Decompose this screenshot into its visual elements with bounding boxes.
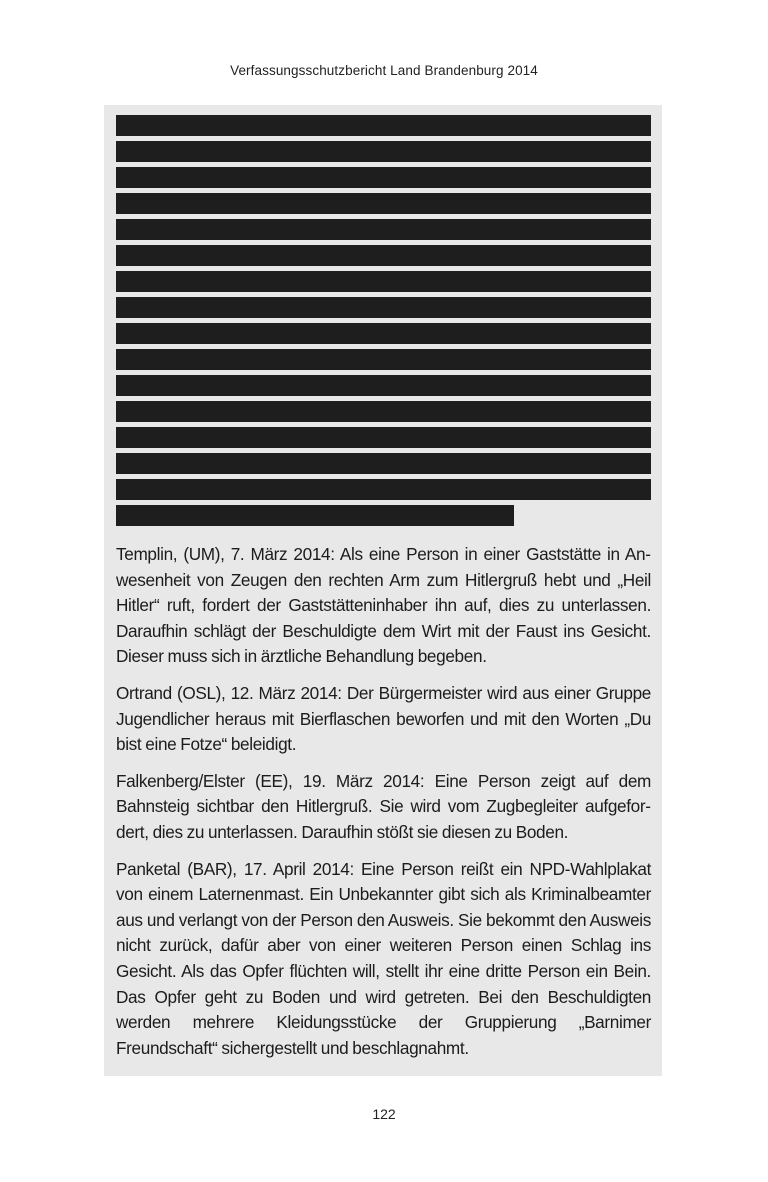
incident-paragraph-panketal: Panketal (BAR), 17. April 2014: Eine Person reißt ein NPD-Wahlplakat von einem Laternenmast. Ein Unbekannter gibt sich als Kriminalbeamter aus und verlangt von der Person den Ausweis. Sie bekommt den Ausweis nicht zurück, dafür aber von einer weiteren Person einen Schlag ins Gesicht. Als das Opfer flüchten will, stellt ihr eine dritte Person ein Bein. Das Opfer geht zu Boden und wird getreten. Bei den Beschuldigten werden mehrere Kleidungsstücke der Gruppierung „Barnimer Freundschaft“ sichergestellt und beschlagnahmt. xyxy=(116,858,651,1058)
page-number: 122 xyxy=(372,1106,396,1122)
running-header: Verfassungsschutzbericht Land Brandenburg 2014 xyxy=(230,63,538,78)
redaction-bar xyxy=(116,115,651,136)
redaction-bar xyxy=(116,297,651,318)
redaction-bar xyxy=(116,323,651,344)
incident-paragraph-ortrand: Ortrand (OSL), 12. März 2014: Der Bürgermeister wird aus einer Gruppe Jugendlicher heraus mit Bierflaschen beworfen und mit den Worten „Du bist eine Fotze“ beleidigt. xyxy=(116,682,651,755)
redaction-bar xyxy=(116,141,651,162)
redaction-bar xyxy=(116,349,651,370)
redaction-bar xyxy=(116,245,651,266)
redaction-bar xyxy=(116,401,651,422)
incident-list xyxy=(116,542,651,1072)
redaction-bar xyxy=(116,271,651,292)
redaction-bar xyxy=(116,505,514,526)
redaction-bar xyxy=(116,479,651,500)
redaction-bar xyxy=(116,375,651,396)
redaction-bar xyxy=(116,193,651,214)
redacted-block xyxy=(116,115,651,531)
incident-box xyxy=(104,105,662,1076)
redaction-bar xyxy=(116,167,651,188)
redaction-bar xyxy=(116,427,651,448)
redaction-bar xyxy=(116,219,651,240)
incident-paragraph-templin: Templin, (UM), 7. März 2014: Als eine Person in einer Gaststätte in Anwesenheit von Zeugen den rechten Arm zum Hitlergruß hebt und „Heil Hitler“ ruft, fordert der Gaststätteninhaber ihn auf, dies zu unterlassen. Daraufhin schlägt der Beschuldigte dem Wirt mit der Faust ins Gesicht. Dieser muss sich in ärztliche Behandlung begeben. xyxy=(116,544,651,667)
redaction-bar xyxy=(116,453,651,474)
incident-paragraph-falkenberg: Falkenberg/Elster (EE), 19. März 2014: Eine Person zeigt auf dem Bahnsteig sichtbar den Hitlergruß. Sie wird vom Zugbegleiter aufgefordert, dies zu unterlassen. Daraufhin stößt sie diesen zu Boden. xyxy=(116,770,651,842)
